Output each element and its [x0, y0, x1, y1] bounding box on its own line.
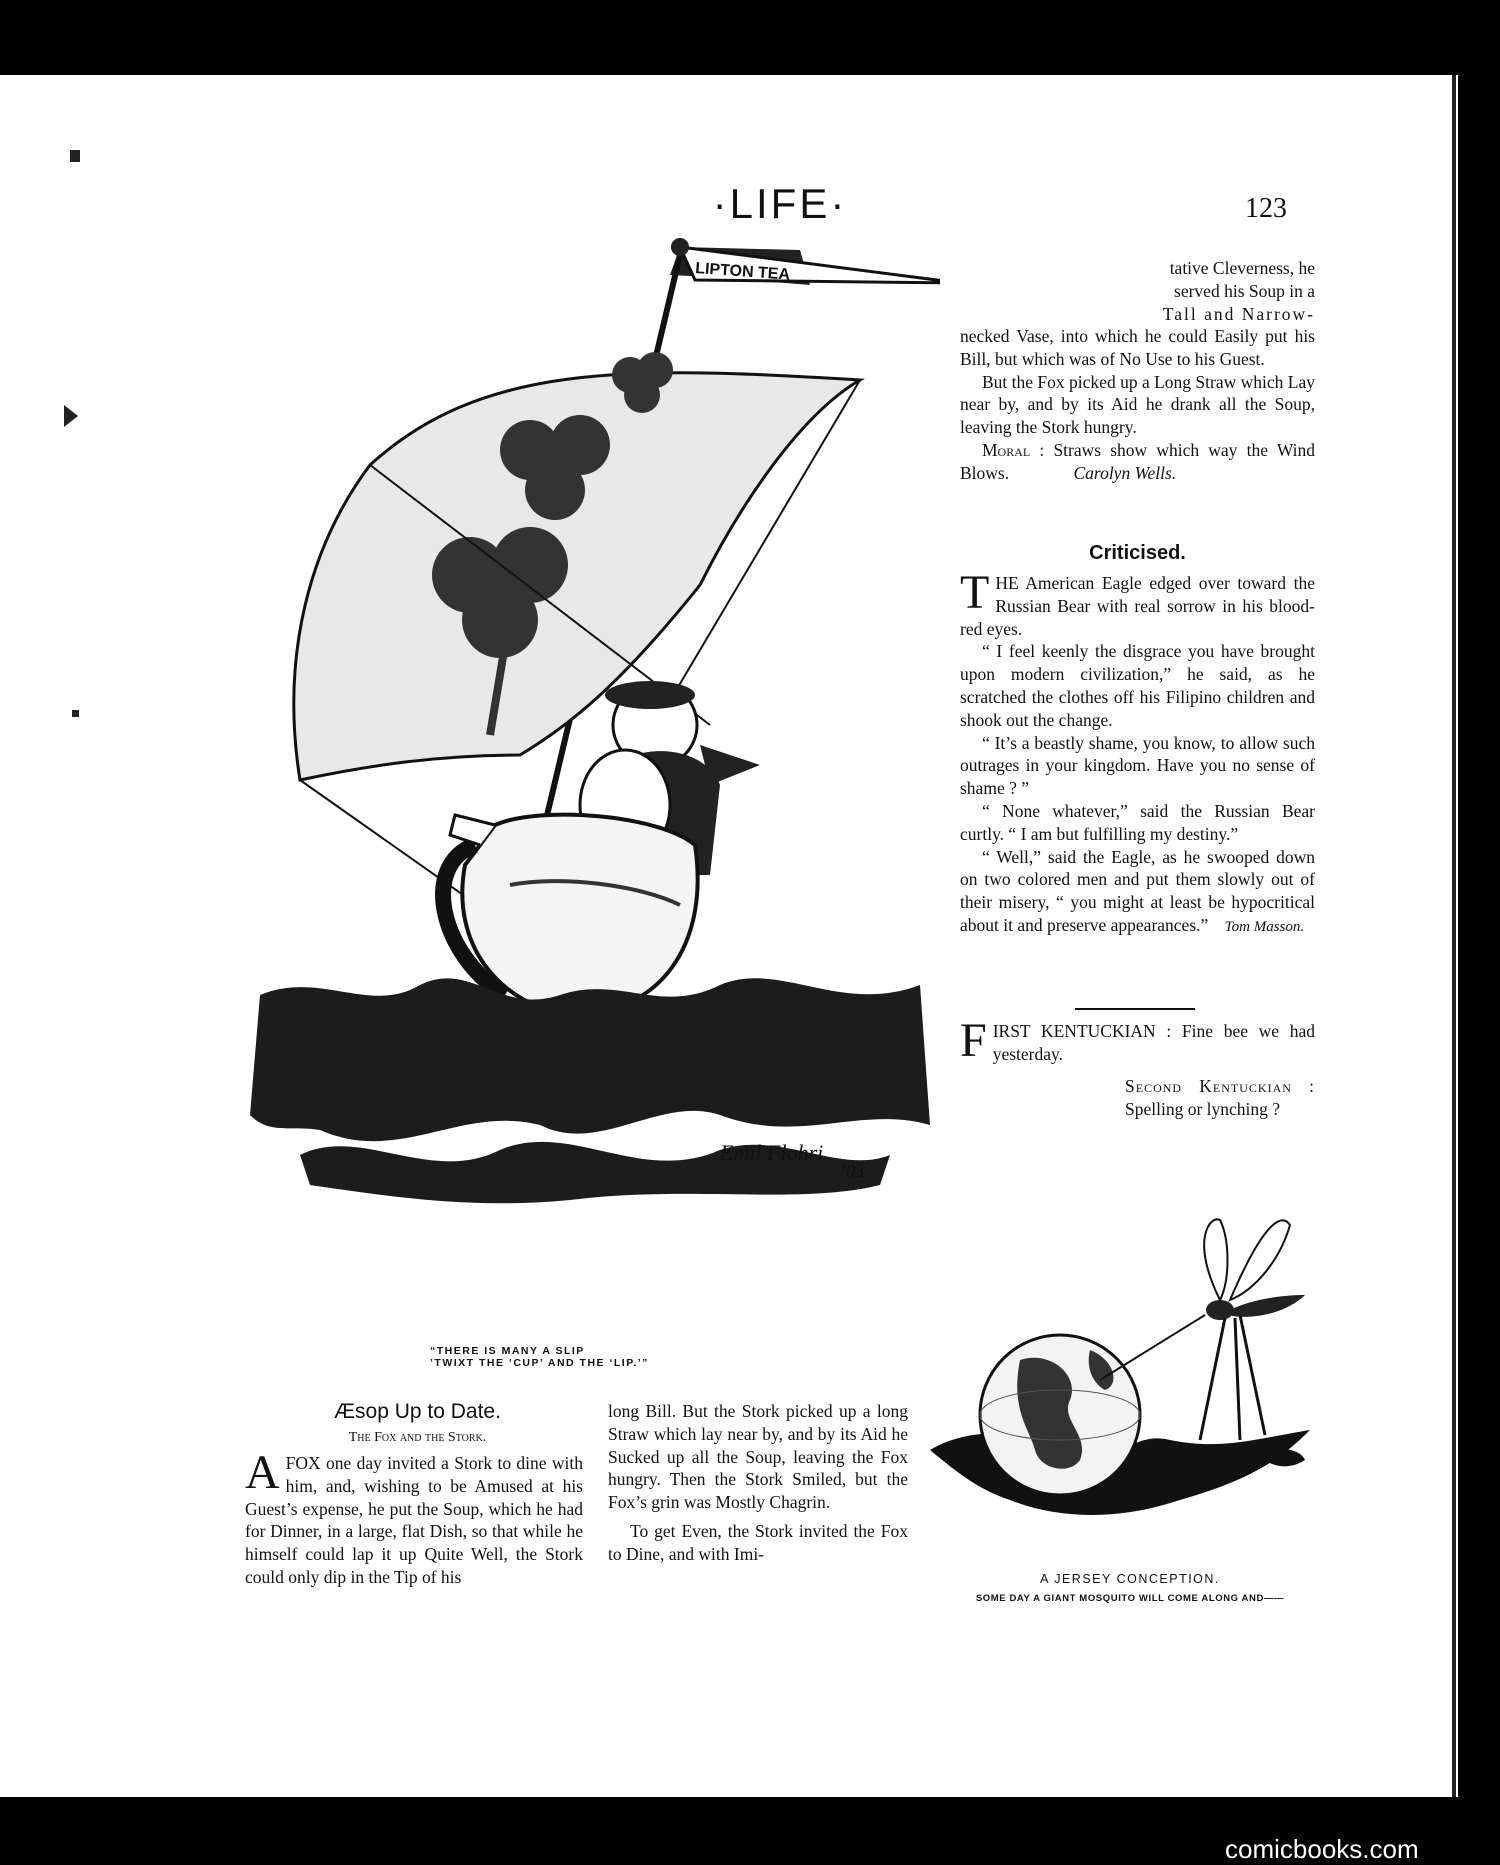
text-line: Tall and Narrow-	[1162, 303, 1315, 324]
mosquito-icon	[1200, 1219, 1305, 1440]
facing-page-edge	[0, 75, 83, 1797]
page-number: 123	[1245, 193, 1287, 224]
binding-mark	[70, 150, 80, 162]
aesop-column-2	[608, 1400, 908, 1566]
pennant-text: LIPTON TEA	[694, 260, 791, 284]
kentucky-joke	[960, 1014, 1315, 1067]
paragraph: necked Vase, into which he could Easily put his Bill, but which was of No Use to his Guest.	[960, 326, 1315, 369]
article-title-criticised: Criticised.	[1089, 542, 1186, 564]
aesop-column-1	[245, 1446, 583, 1589]
paragraph-text: IRST KENTUCKIAN : Fine bee we had yesterday.	[992, 1021, 1315, 1064]
moral-paragraph	[960, 439, 1315, 485]
moral-label: Moral :	[982, 439, 1045, 460]
paragraph-text: Spelling or lynching ?	[1125, 1098, 1281, 1119]
paragraph	[960, 566, 1315, 640]
article-criticised	[960, 566, 1315, 939]
article-subtitle: The Fox and the Stork.	[348, 1430, 487, 1445]
cartoon-caption-line2: ’TWIXT THE ‘CUP’ AND THE ‘LIP.’”	[430, 1357, 649, 1369]
watermark: comicbooks.com	[1225, 1834, 1419, 1864]
masthead: ·LIFE·	[712, 180, 848, 227]
mosquito-caption-title: A JERSEY CONCEPTION.	[1040, 1572, 1220, 1586]
article-title-aesop: Æsop Up to Date.	[334, 1400, 501, 1423]
text-line: tative Cleverness, he	[1169, 258, 1315, 278]
cartoon-jersey-mosquito	[920, 1200, 1320, 1530]
paragraph	[960, 846, 1315, 939]
author-credit: Tom Masson.	[1224, 918, 1305, 935]
paragraph: “ I feel keenly the disgrace you have brought upon modern civilization,” he said, as he scratched the clothes off his Filipino children and shook out the change.	[960, 641, 1315, 730]
paragraph: long Bill. But the Stork picked up a long Straw which lay near by, and by its Aid he Sucked up all the Soup, leaving the Fox hungry. Then the Stork Smiled, but the Fox’s grin was Mostly Chagrin.	[608, 1401, 908, 1513]
artist-signature-year: ’03	[840, 1161, 864, 1181]
dropcap: T	[960, 566, 990, 619]
paragraph: To get Even, the Stork invited the Fox to Dine, and with Imi-	[608, 1520, 908, 1564]
binding-mark	[72, 710, 79, 717]
artist-signature: Emil Flohri	[720, 1140, 824, 1165]
dropcap: F	[960, 1014, 987, 1067]
sea-waves	[250, 978, 930, 1141]
paragraph: “ It’s a beastly shame, you know, to allow such outrages in your kingdom. Have you no sense of shame ? ”	[960, 732, 1315, 799]
page-right-edge	[1452, 75, 1456, 1797]
paragraph	[245, 1446, 583, 1589]
mosquito-proboscis	[1100, 1315, 1205, 1380]
cartoon-teapot-boat	[240, 225, 940, 1355]
kentucky-reply	[1125, 1075, 1315, 1121]
paragraph	[960, 1014, 1315, 1067]
cartoon-caption-line1: “THERE IS MANY A SLIP	[430, 1345, 585, 1357]
paragraph: But the Fox picked up a Long Straw which Lay near by, and by its Aid he drank all the Soup, leaving the Stork hungry.	[960, 371, 1315, 438]
paragraph: “ None whatever,” said the Russian Bear curtly. “ I am but fulfilling my destiny.”	[960, 800, 1315, 844]
paragraph-text: FOX one day invited a Stork to dine with him, and, wishing to be Amused at his Guest’s expense, he put the Soup, which he had for Dinner, in a large, flat Dish, so that while he himself could lap it up Quite Well, the Stork could only dip in the Tip of his	[245, 1453, 583, 1587]
aesop-continuation-body	[960, 325, 1315, 485]
binding-arrow-mark	[64, 405, 78, 427]
paragraph	[1125, 1075, 1315, 1121]
author-credit: Carolyn Wells.	[1073, 462, 1177, 483]
moral-text: Straws show which way the Wind Blows.	[960, 439, 1316, 483]
paragraph-text: “ Well,” said the Eagle, as he swooped down on two colored men and put them slowly out of their misery, “ you might at least be hypocritical about it and preserve appearances.”	[960, 846, 1315, 935]
text-line: served his Soup in a	[1174, 280, 1315, 301]
section-divider	[1075, 1008, 1195, 1010]
paragraph-text: HE American Eagle edged over toward the Russian Bear with real sorrow in his blood-red eyes.	[960, 573, 1315, 639]
teapot-hull	[443, 815, 698, 1015]
speaker-label: Second Kentuckian :	[1125, 1076, 1315, 1096]
dropcap: A	[245, 1446, 280, 1499]
aesop-continuation	[1125, 257, 1315, 325]
cartoon-caption	[430, 1345, 690, 1369]
mosquito-caption-sub: SOME DAY A GIANT MOSQUITO WILL COME ALONG AND——	[975, 1593, 1285, 1604]
